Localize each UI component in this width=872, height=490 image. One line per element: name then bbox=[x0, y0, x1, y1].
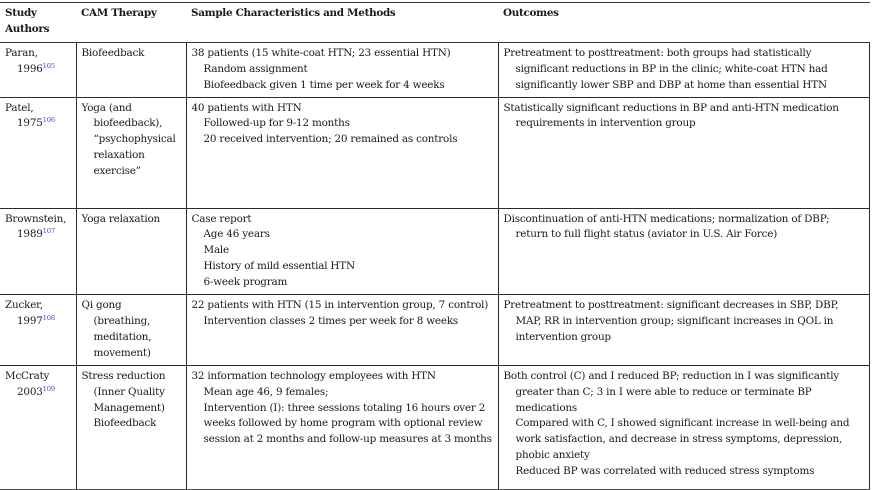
sample-cell bbox=[186, 208, 498, 295]
outcome-text: Pretreatment to posttreatment: both groups had statistically significant reductions in BP in the clinic; white-coat HTN had significantly lower SBP and DBP at home than essential HTN bbox=[503, 46, 828, 91]
header-row bbox=[0, 3, 870, 43]
sample-item: History of mild essential HTN bbox=[203, 260, 355, 273]
therapy-cell bbox=[76, 42, 186, 97]
header-outcomes: Outcomes bbox=[498, 3, 870, 43]
sample-item: Followed-up for 9-12 months bbox=[203, 117, 350, 130]
outcomes-cell bbox=[498, 365, 870, 489]
sample-lead: 40 patients with HTN bbox=[191, 101, 302, 114]
reference-link[interactable]: 107 bbox=[42, 227, 56, 236]
table-row bbox=[0, 295, 870, 366]
outcome-text: Reduced BP was correlated with reduced stress symptoms bbox=[515, 465, 815, 478]
outcomes-cell bbox=[498, 208, 870, 295]
study-author: Zucker, 1997 bbox=[5, 299, 43, 327]
therapy-cell bbox=[76, 295, 186, 366]
sample-item: Intervention (I): three sessions totaling 16 hours over 2 weeks followed by home program with optional review session at 2 months and follow-up measures at 3 months bbox=[203, 401, 492, 446]
therapy-cell bbox=[76, 208, 186, 295]
header-study-authors: Study Authors bbox=[0, 3, 76, 43]
reference-link[interactable]: 105 bbox=[42, 61, 56, 70]
outcome-text: Statistically significant reductions in BP and anti-HTN medication requirements in intervention group bbox=[503, 101, 839, 130]
sample-item: Intervention classes 2 times per week for 8 weeks bbox=[203, 314, 459, 327]
sample-item: Age 46 years bbox=[203, 228, 270, 241]
sample-cell bbox=[186, 365, 498, 489]
sample-lead: 38 patients (15 white-coat HTN; 23 essential HTN) bbox=[191, 46, 451, 59]
outcome-text: Discontinuation of anti-HTN medications; normalization of DBP; return to full flight status (aviator in U.S. Air Force) bbox=[503, 212, 830, 241]
study-author: Patel, 1975 bbox=[5, 101, 43, 130]
study-author: Brownstein, 1989 bbox=[5, 212, 67, 241]
sample-item: 6-week program bbox=[203, 276, 288, 289]
therapy-cell bbox=[76, 365, 186, 489]
reference-link[interactable]: 106 bbox=[42, 116, 56, 125]
outcome-text: Pretreatment to posttreatment: significant decreases in SBP, DBP, MAP, RR in intervention group; significant increases in QOL in intervention group bbox=[503, 299, 839, 343]
study-author: McCraty 2003 bbox=[5, 369, 50, 398]
outcomes-cell bbox=[498, 295, 870, 366]
sample-lead: Case report bbox=[191, 212, 252, 225]
sample-lead: 32 information technology employees with HTN bbox=[191, 369, 436, 382]
table-row bbox=[0, 97, 870, 208]
outcomes-cell bbox=[498, 97, 870, 208]
therapy-text: Stress reduction (Inner Quality Management) Biofeedback bbox=[81, 369, 166, 430]
study-author: Paran, 1996 bbox=[5, 46, 43, 75]
therapy-text: Yoga (and biofeedback), “psychophysical relaxation exercise” bbox=[81, 101, 176, 178]
reference-link[interactable]: 109 bbox=[42, 384, 56, 393]
sample-item: 20 received intervention; 20 remained as controls bbox=[203, 133, 458, 146]
outcome-text: Both control (C) and I reduced BP; reduction in I was significantly greater than C; 3 in I were able to reduce or terminate BP medications bbox=[503, 369, 840, 414]
sample-item: Biofeedback given 1 time per week for 4 weeks bbox=[203, 78, 445, 91]
therapy-text: Biofeedback bbox=[81, 46, 145, 59]
outcome-text: Compared with C, I showed significant increase in well-being and work satisfaction, and decrease in stress symptoms, depression, phobic anxiety bbox=[515, 417, 850, 462]
sample-lead: 22 patients with HTN (15 in intervention group, 7 control) bbox=[191, 299, 489, 312]
therapy-text: Qi gong (breathing, meditation, movement) bbox=[81, 299, 152, 359]
table-row bbox=[0, 42, 870, 97]
header-cam-therapy: CAM Therapy bbox=[76, 3, 186, 43]
sample-item: Mean age 46, 9 females; bbox=[203, 385, 329, 398]
study-author-cell bbox=[0, 295, 76, 366]
table-row bbox=[0, 365, 870, 489]
sample-cell bbox=[186, 295, 498, 366]
therapy-text: Yoga relaxation bbox=[81, 212, 160, 225]
reference-link[interactable]: 108 bbox=[42, 313, 56, 322]
sample-item: Male bbox=[203, 244, 230, 257]
study-author-cell bbox=[0, 97, 76, 208]
therapy-cell bbox=[76, 97, 186, 208]
sample-cell bbox=[186, 42, 498, 97]
sample-item: Random assignment bbox=[203, 62, 308, 75]
study-author-cell bbox=[0, 42, 76, 97]
header-sample-characteristics: Sample Characteristics and Methods bbox=[186, 3, 498, 43]
cam-therapy-studies-table bbox=[0, 2, 870, 490]
table-row bbox=[0, 208, 870, 295]
study-author-cell bbox=[0, 365, 76, 489]
sample-cell bbox=[186, 97, 498, 208]
outcomes-cell bbox=[498, 42, 870, 97]
study-author-cell bbox=[0, 208, 76, 295]
